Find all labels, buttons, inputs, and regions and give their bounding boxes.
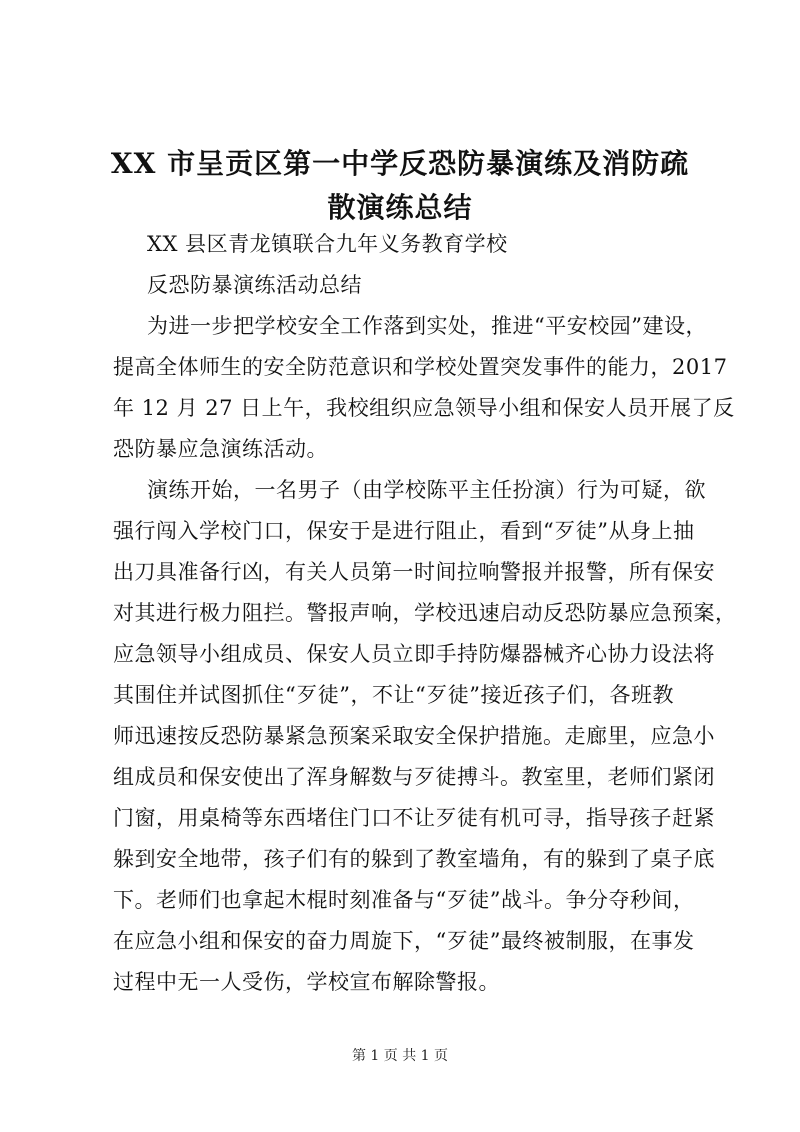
paragraph-1-line-3: 年 12 月 27 日上午，我校组织应急领导小组和保安人员开展了反: [113, 396, 735, 420]
paragraph-2-line-2: 强行闯入学校门口，保安于是进行阻止，看到“歹徒”从身上抽: [113, 519, 695, 543]
paragraph-2-line-9: 门窗，用桌椅等东西堵住门口不让歹徒有机可寻，指导孩子赶紧: [113, 806, 715, 830]
school-name-line: XX 县区青龙镇联合九年义务教育学校: [147, 232, 508, 256]
paragraph-2-line-11: 下。老师们也拿起木棍时刻准备与“歹徒”战斗。争分夺秒间，: [113, 888, 695, 912]
paragraph-2-line-10: 躲到安全地带，孩子们有的躲到了教室墙角，有的躲到了桌子底: [113, 847, 715, 871]
paragraph-2-line-8: 组成员和保安使出了浑身解数与歹徒搏斗。教室里，老师们紧闭: [113, 765, 715, 789]
paragraph-2-line-12: 在应急小组和保安的奋力周旋下，“歹徒”最终被制服，在事发: [113, 929, 695, 953]
subtitle-line: 反恐防暴演练活动总结: [147, 273, 362, 297]
paragraph-2-line-13: 过程中无一人受伤，学校宣布解除警报。: [113, 970, 500, 994]
paragraph-2-line-3: 出刀具准备行凶，有关人员第一时间拉响警报并报警，所有保安: [113, 560, 715, 584]
document-title-line-1: XX 市呈贡区第一中学反恐防暴演练及消防疏: [110, 147, 690, 180]
paragraph-2-line-4: 对其进行极力阻拦。警报声响，学校迅速启动反恐防暴应急预案，: [113, 601, 737, 625]
paragraph-1-line-1: 为进一步把学校安全工作落到实处，推进“平安校园”建设，: [147, 314, 707, 338]
document-title-line-2: 散演练总结: [327, 191, 473, 224]
paragraph-2-line-1: 演练开始，一名男子（由学校陈平主任扮演）行为可疑，欲: [147, 478, 706, 502]
paragraph-2-line-5: 应急领导小组成员、保安人员立即手持防爆器械齐心协力设法将: [113, 642, 715, 666]
paragraph-2-line-6: 其围住并试图抓住“歹徒”，不让“歹徒”接近孩子们，各班教: [113, 683, 674, 707]
paragraph-2-line-7: 师迅速按反恐防暴紧急预案采取安全保护措施。走廊里，应急小: [113, 724, 715, 748]
paragraph-1-line-2: 提高全体师生的安全防范意识和学校处置突发事件的能力，2017: [113, 355, 728, 379]
paragraph-1-line-4: 恐防暴应急演练活动。: [113, 437, 328, 461]
page-footer: 第 1 页 共 1 页: [351, 1048, 449, 1064]
